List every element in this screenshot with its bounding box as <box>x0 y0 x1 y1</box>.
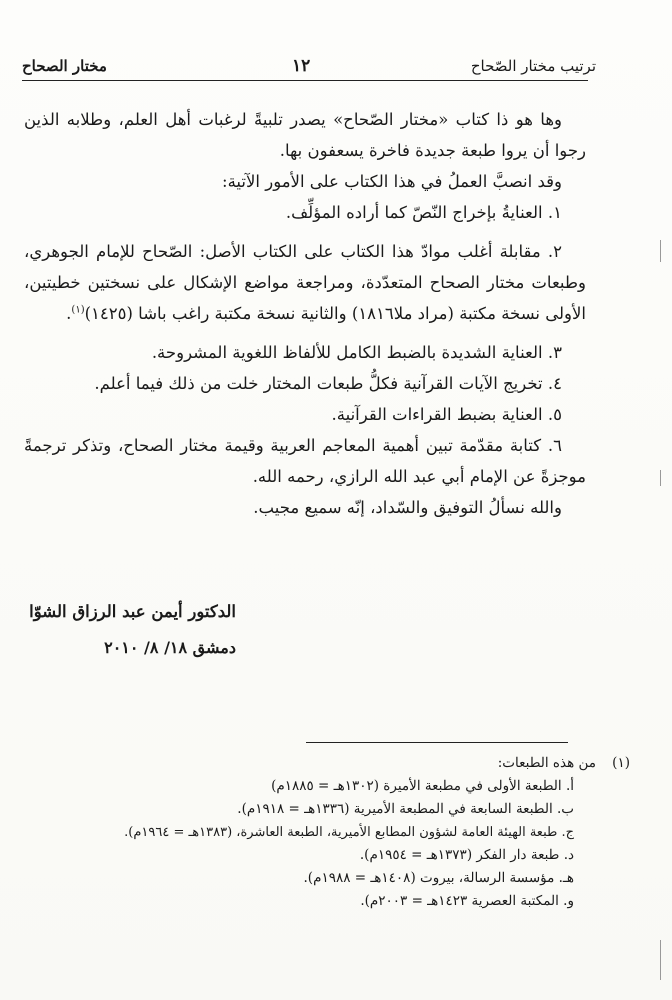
footnotes <box>124 752 630 913</box>
footnote-item: و. المكتبة العصرية ١٤٢٣هـ = ٢٠٠٣م). <box>360 893 574 909</box>
work-scope-paragraph: وقد انصبَّ العملُ في هذا الكتاب على الأمور الآتية: <box>222 172 562 191</box>
list-item-6: ٦. كتابة مقدّمة تبين أهمية المعاجم العربية وقيمة مختار الصحاح، وتذكر ترجمةً موجزةً عن الإمام أبي عبد الله الرازي، رحمه الله. <box>24 436 586 486</box>
scan-edge-mark <box>660 940 661 980</box>
list-item-4: ٤. تخريج الآيات القرآنية فكلُّ طبعات المختار خلت من ذلك فيما أعلم. <box>94 374 562 393</box>
footnote-item: أ. الطبعة الأولى في مطبعة الأميرة (١٣٠٢هـ = ١٨٨٥م) <box>271 778 574 794</box>
scan-edge-mark <box>660 470 661 486</box>
list-item-3: ٣. العناية الشديدة بالضبط الكامل للألفاظ اللغوية المشروحة. <box>151 343 562 362</box>
list-item-2-text: ٢. مقابلة أغلب موادّ هذا الكتاب على الكتاب الأصل: الصّحاح للإمام الجوهري، وطبعات مختار الصحاح المتعدّدة، ومراجعة مواضع الإشكال على نسختين خطيتين، الأولى نسخة مكتبة (مراد ملا١٨١٦) والثانية نسخة مكتبة راغب باشا (١٤٢٥) <box>24 242 586 323</box>
signature-place-date: دمشق ١٨/ ٨/ ٢٠١٠ <box>104 638 236 657</box>
running-header-book-title: ترتيب مختار الصّحاح <box>470 57 596 75</box>
footnote-rule <box>306 742 568 743</box>
footnote-item: ب. الطبعة السابعة في المطبعة الأميرية (١٣٣٦هـ = ١٩١٨م). <box>237 801 574 817</box>
footnote-item: هـ. مؤسسة الرسالة، بيروت (١٤٠٨هـ = ١٩٨٨م). <box>303 870 574 886</box>
list-item-5: ٥. العناية بضبط القراءات القرآنية. <box>331 405 562 424</box>
scan-edge-mark <box>660 240 661 262</box>
footnote-reference: (١) <box>71 304 85 316</box>
intro-paragraph: وها هو ذا كتاب «مختار الصّحاح» يصدر تلبيةً لرغبات أهل العلم، وطلابه الذين رجوا أن يروا طبعة جديدة فاخرة يسعفون بها. <box>24 110 586 160</box>
footnote-heading: من هذه الطبعات: <box>497 755 596 771</box>
closing-paragraph: والله نسألُ التوفيق والسّداد، إنّه سميع مجيب. <box>253 498 562 517</box>
main-text <box>24 104 586 523</box>
list-item-1: ١. العنايةُ بإخراج النّصّ كما أراده المؤلِّف. <box>285 203 562 222</box>
running-header-section-title: مختار الصحاح <box>22 57 107 75</box>
footnote-item: د. طبعة دار الفكر (١٣٧٣هـ = ١٩٥٤م). <box>359 847 574 863</box>
page-number: ١٢ <box>292 56 311 76</box>
list-item-2: ٢. مقابلة أغلب موادّ هذا الكتاب على الكتاب الأصل: الصّحاح للإمام الجوهري، وطبعات مختار الصحاح المتعدّدة، ومراجعة مواضع الإشكال على نسختين خطيتين، الأولى نسخة مكتبة (مراد ملا١٨١٦) والثانية نسخة مكتبة راغب باشا (١٤٢٥)$^{(١)}$. <box>24 242 586 323</box>
signature-name: الدكتور أيمن عبد الرزاق الشوّا <box>29 602 236 621</box>
footnote-heading-line <box>126 752 630 775</box>
header-rule <box>22 80 588 81</box>
footnote-number: (١) <box>612 755 630 771</box>
footnote-item: ج. طبعة الهيئة العامة لشؤون المطابع الأميرية، الطبعة العاشرة، (١٣٨٣هـ = ١٩٦٤م). <box>124 825 574 840</box>
